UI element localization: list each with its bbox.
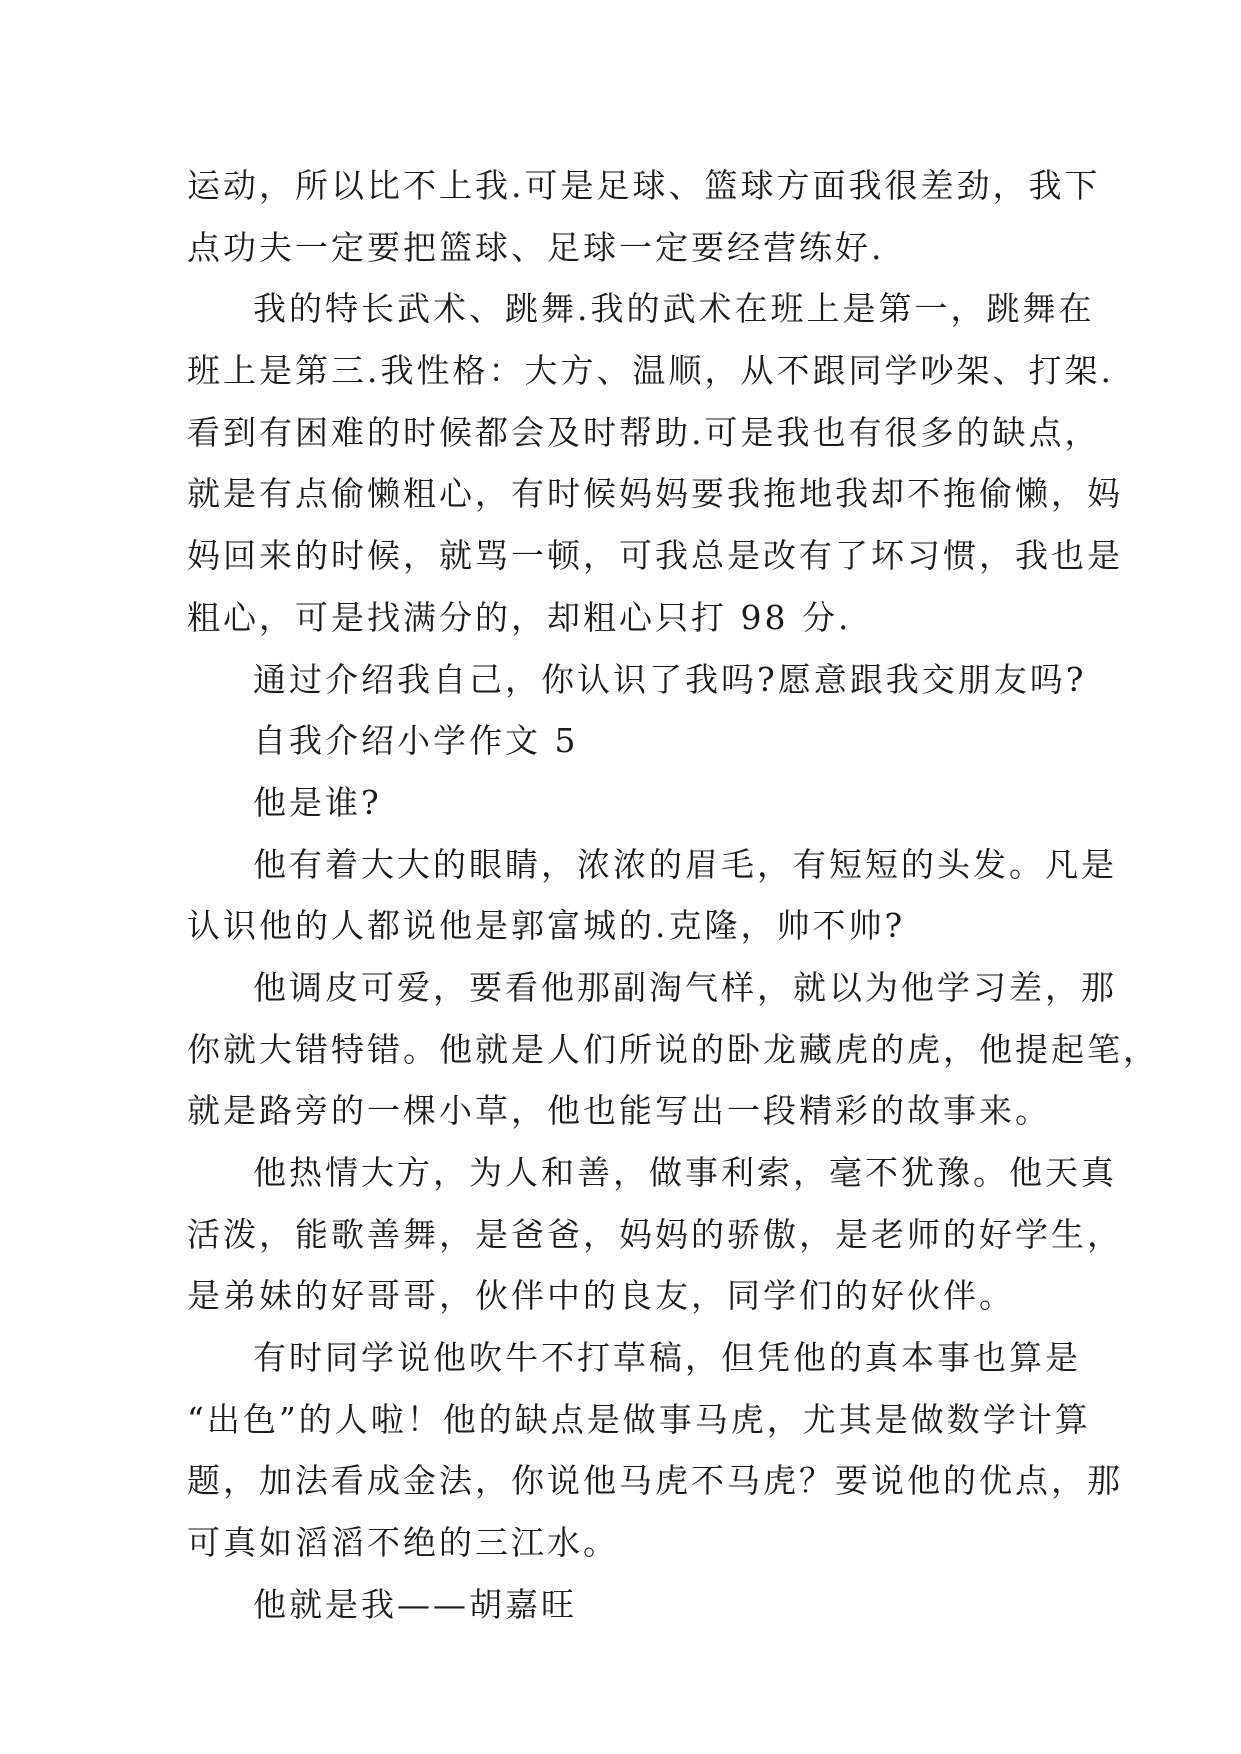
- paragraph-start-line: 他调皮可爱，要看他那副淘气样，就以为他学习差，那: [253, 967, 1117, 1007]
- paragraph-start-line: 有时同学说他吹牛不打草稿，但凭他的真本事也算是: [253, 1338, 1081, 1378]
- text-line: 点功夫一定要把篮球、足球一定要经营练好.: [187, 227, 885, 267]
- text-line: 就是路旁的一棵小草，他也能写出一段精彩的故事来。: [187, 1091, 1051, 1131]
- text-line: 就是有点偷懒粗心，有时候妈妈要我拖地我却不拖偷懒，妈: [187, 474, 1123, 514]
- text-line: 可真如滔滔不绝的三江水。: [187, 1523, 619, 1563]
- text-line: 题，加法看成金法，你说他马虎不马虎？要说他的优点，那: [187, 1461, 1123, 1501]
- text-line: 粗心，可是找满分的，却粗心只打 98 分.: [187, 597, 852, 637]
- text-line: 运动，所以比不上我.可是足球、篮球方面我很差劲，我下: [187, 166, 1101, 205]
- text-line: 你就大错特错。他就是人们所说的卧龙藏虎的虎，他提起笔，: [187, 1029, 1159, 1069]
- text-line: 班上是第三.我性格：大方、温顺，从不跟同学吵架、打架.: [187, 351, 1114, 391]
- paragraph-start-line: 他有着大大的眼睛，浓浓的眉毛，有短短的头发。凡是: [253, 844, 1117, 884]
- paragraph-start-line: 他就是我——胡嘉旺: [253, 1584, 577, 1624]
- text-line: 妈回来的时候，就骂一顿，可我总是改有了坏习惯，我也是: [187, 536, 1123, 576]
- paragraph-start-line: 我的特长武术、跳舞.我的武术在班上是第一，跳舞在: [253, 289, 1095, 329]
- essay-heading: 自我介绍小学作文 5: [253, 721, 579, 761]
- text-line: 是弟妹的好哥哥，伙伴中的良友，同学们的好伙伴。: [187, 1276, 1015, 1316]
- paragraph-start-line: 通过介绍我自己，你认识了我吗?愿意跟我交朋友吗?: [253, 659, 1087, 699]
- paragraph-start-line: 他热情大方，为人和善，做事利索，毫不犹豫。他天真: [253, 1153, 1117, 1192]
- text-line: 看到有困难的时候都会及时帮助.可是我也有很多的缺点，: [187, 412, 1101, 452]
- text-line: 活泼，能歌善舞，是爸爸，妈妈的骄傲，是老师的好学生，: [187, 1214, 1123, 1254]
- paragraph-start-line: 他是谁?: [253, 782, 382, 822]
- text-line: 认识他的人都说他是郭富城的.克隆，帅不帅?: [187, 906, 906, 946]
- text-line: “出色”的人啦！他的缺点是做事马虎，尤其是做数学计算: [187, 1399, 1091, 1439]
- essay-text: [187, 155, 1159, 1636]
